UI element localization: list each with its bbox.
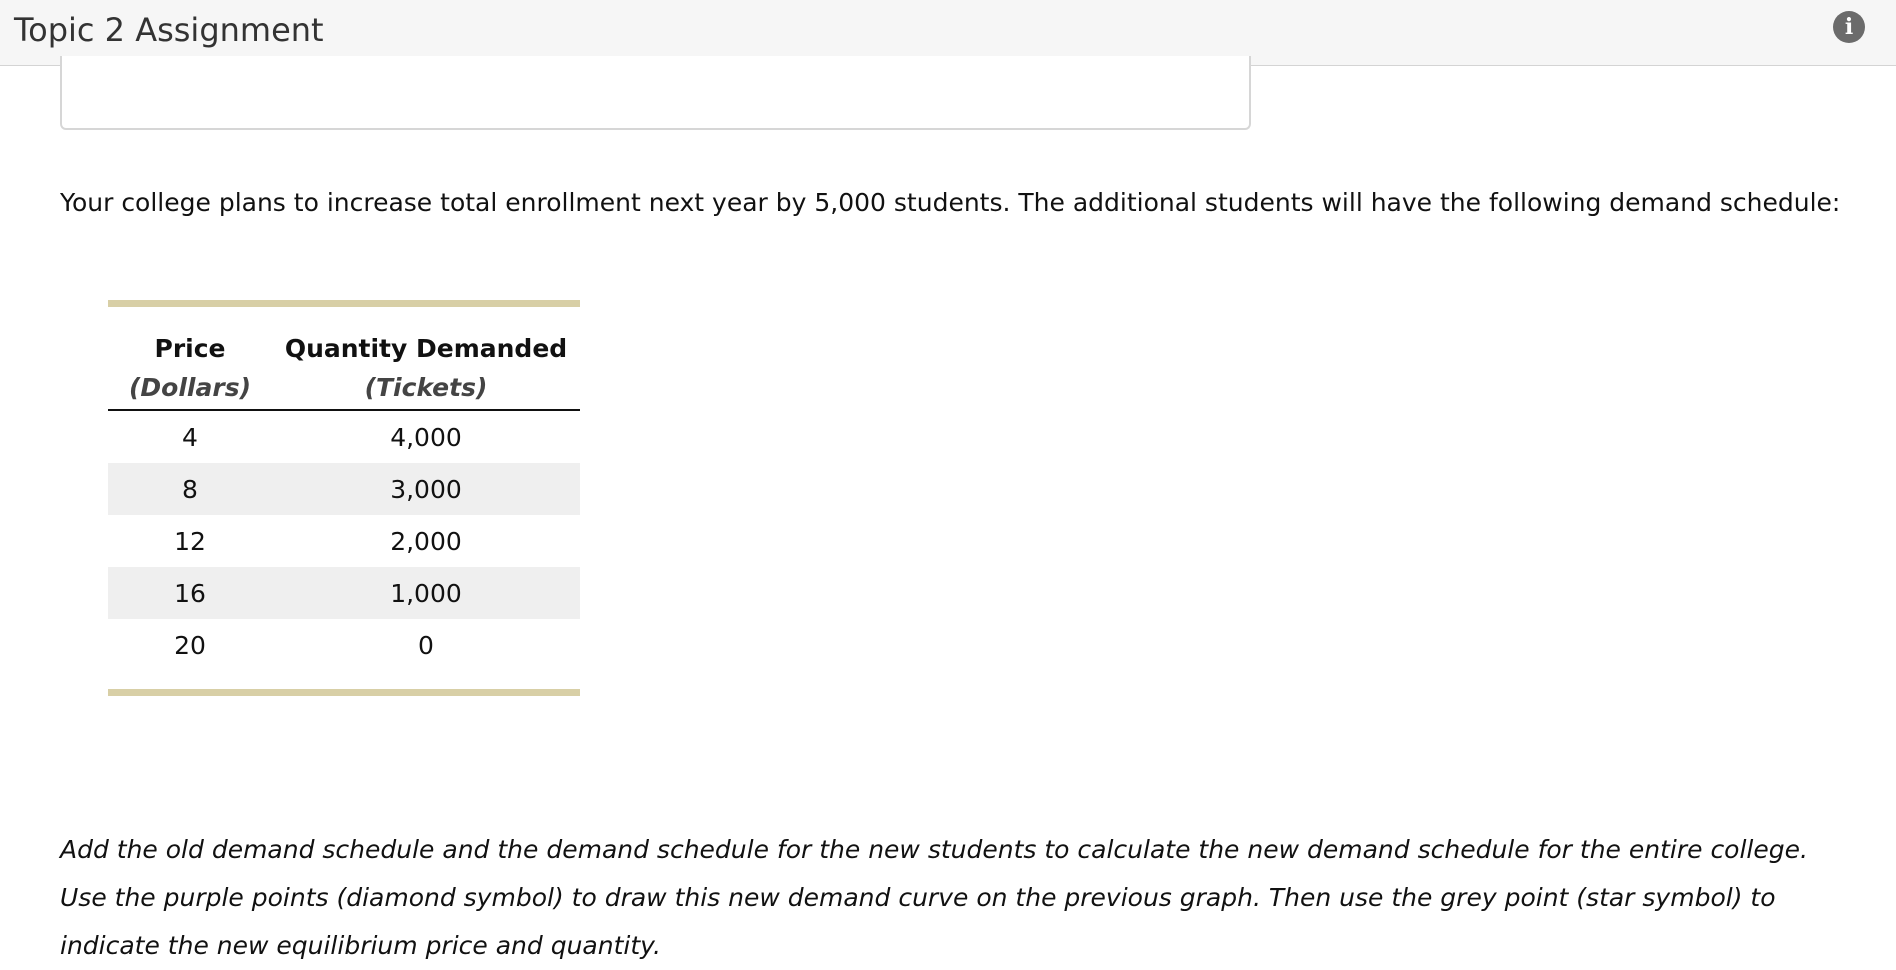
page-title: Topic 2 Assignment [14,11,324,49]
table-row [108,619,580,671]
table-row [108,567,580,619]
quantity-header: Quantity Demanded [284,334,568,363]
demand-schedule-table [108,300,580,696]
table-row [108,463,580,515]
table-spacer [108,671,580,689]
table-top-rule [108,300,580,307]
quantity-cell: 3,000 [272,463,580,515]
price-unit: (Dollars) [108,365,272,410]
price-cell: 4 [182,422,198,452]
previous-answer-box [60,56,1251,130]
price-cell: 16 [108,567,272,619]
quantity-unit: (Tickets) [272,365,580,410]
price-cell: 20 [174,630,206,660]
quantity-cell: 2,000 [390,526,462,556]
table-row [108,515,580,567]
table-bottom-rule [108,689,580,696]
table-row [108,410,580,463]
price-header: Price [154,334,226,363]
intro-text: Your college plans to increase total enrollment next year by 5,000 students. The additional students will have the following demand schedule: [60,188,1841,217]
quantity-cell: 1,000 [272,567,580,619]
quantity-cell: 0 [418,630,434,660]
instructions-text: Add the old demand schedule and the demand schedule for the new students to calculate the new demand schedule for the entire college. Use the purple points (diamond symbol) to draw this new demand curve on the previous graph. Then use the grey point (star symbol) to indicate the new equilibrium price and quantity. [60,835,1808,960]
price-cell: 8 [108,463,272,515]
info-icon[interactable]: i [1833,11,1865,43]
price-cell: 12 [174,526,206,556]
quantity-cell: 4,000 [390,422,462,452]
